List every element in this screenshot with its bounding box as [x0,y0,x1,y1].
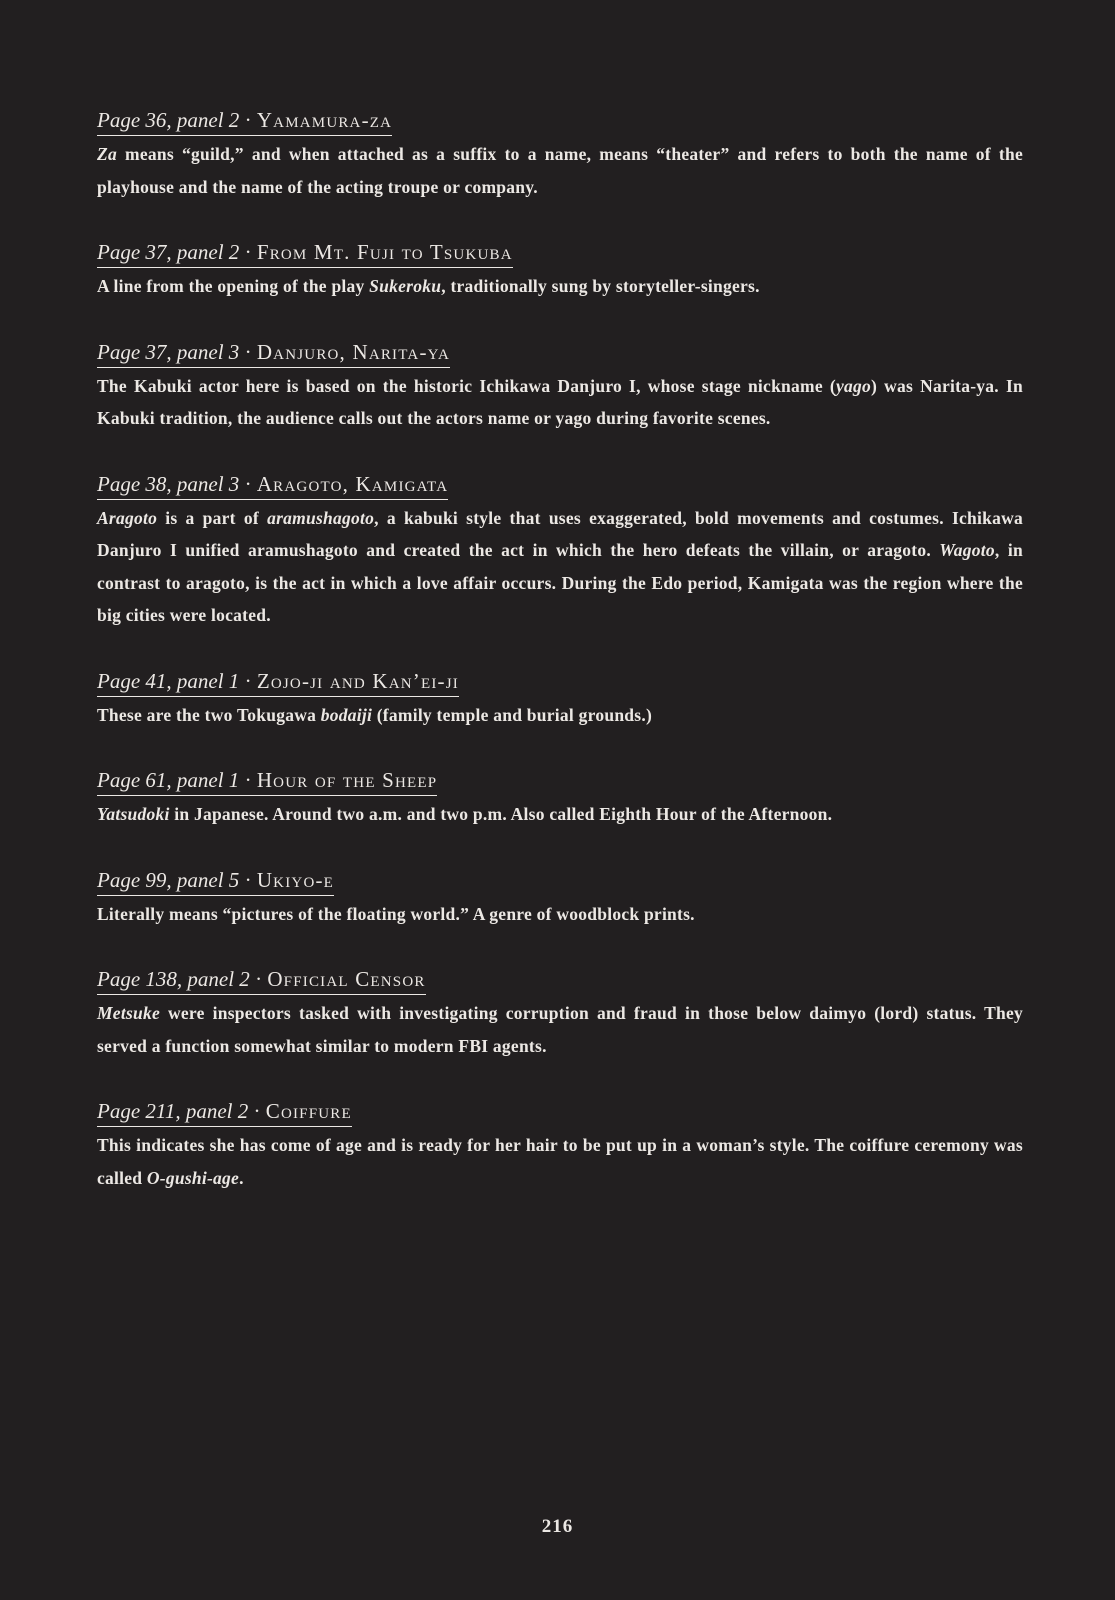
note-italic-term: Za [97,144,117,164]
note-entry [97,965,1023,1062]
heading-separator: · [239,668,257,693]
note-body [97,270,1023,303]
note-topic: Danjuro, Narita-ya [256,339,451,364]
note-text: in Japanese. Around two a.m. and two p.m. Also called Eighth Hour of the Afternoon. [169,804,833,824]
note-body [97,138,1023,203]
note-entry [97,238,1023,303]
note-topic: From Mt. Fuji to Tsukuba [256,240,513,264]
page-panel-reference: Page 36, panel 2 [97,108,240,132]
note-entry [97,766,1023,831]
page-panel-reference: Page 41, panel 1 [97,668,240,693]
note-body [97,898,1023,931]
note-topic: Yamamura-za [256,108,393,132]
note-heading [97,1097,352,1127]
note-italic-term: Metsuke [97,1003,160,1023]
note-text: The Kabuki actor here is based on the historic Ichikawa Danjuro I, whose stage nickname ( [97,375,836,396]
note-heading [97,338,450,368]
page-panel-reference: Page 38, panel 3 [97,471,240,496]
note-entry [97,470,1023,632]
note-text: means “guild,” and when attached as a suffix to a name, means “theater” and refers to both the name of the playhouse and the name of the acting troupe or company. [97,144,1023,197]
note-topic: Hour of the Sheep [256,768,438,792]
note-italic-term: Aragoto [97,507,158,528]
heading-separator: · [239,471,257,496]
note-text: is a part of [157,507,268,528]
note-heading [97,965,426,995]
note-body [97,997,1023,1062]
note-entry [97,338,1023,435]
note-text: . [239,1167,244,1188]
heading-separator: · [239,768,257,792]
note-entry [97,667,1023,732]
heading-separator: · [248,1099,266,1123]
page-panel-reference: Page 37, panel 3 [97,339,240,364]
note-topic: Aragoto, Kamigata [256,471,449,496]
page-panel-reference: Page 211, panel 2 [97,1099,249,1123]
heading-separator: · [239,339,257,364]
note-text: These are the two Tokugawa [97,704,321,725]
note-text: ) was Narita-ya. In Kabuki tradition, the audience calls out the actors name or yago during favorite scenes. [97,375,1023,428]
note-heading [97,106,392,136]
note-italic-term: yago [836,375,872,396]
note-italic-term: Sukeroku [369,276,442,296]
page-panel-reference: Page 99, panel 5 [97,867,240,892]
note-heading [97,470,448,500]
note-text: were inspectors tasked with investigating corruption and fraud in those below daimyo (lord) status. They served a function somewhat similar to modern FBI agents. [97,1003,1023,1056]
note-text: This indicates she has come of age and is ready for her hair to be put up in a woman’s style. The coiffure ceremony was called [97,1135,1023,1188]
note-body [97,699,1023,732]
note-topic: Official Censor [267,967,426,991]
note-italic-term: bodaiji [320,704,373,725]
note-text: , a kabuki style that uses exaggerated, bold movements and costumes. Ichikawa Danjuro I unified aramushagoto and created the act in which the hero defeats the villain, or aragoto. [97,507,1024,560]
note-entry [97,106,1023,203]
note-heading [97,238,513,268]
note-entry [97,1097,1023,1194]
translation-notes [97,106,1023,1229]
note-heading [97,866,334,896]
note-topic: Ukiyo-e [256,867,335,892]
note-italic-term: Wagoto [939,540,995,560]
page-panel-reference: Page 61, panel 1 [97,768,240,792]
note-italic-term: O-gushi-age [146,1167,240,1188]
heading-separator: · [239,108,257,132]
note-text: A line from the opening of the play [97,276,370,296]
note-text: (family temple and burial grounds.) [372,704,653,725]
note-body [97,370,1023,435]
page-number: 216 [541,1516,574,1537]
note-body [97,502,1023,632]
note-entry [97,866,1023,931]
note-text: , traditionally sung by storyteller-singers. [441,276,760,296]
note-text: , in contrast to aragoto, is the act in which a love affair occurs. During the Edo period, Kamigata was the region where the big cities were located. [97,540,1023,625]
note-italic-term: Yatsudoki [97,804,170,824]
note-heading [97,667,459,697]
note-topic: Zojo-ji and Kan’ei-ji [256,668,459,693]
note-body [97,798,1023,831]
note-italic-term: aramushagoto [267,507,375,528]
heading-separator: · [239,867,257,892]
page-panel-reference: Page 37, panel 2 [97,240,240,264]
heading-separator: · [249,967,268,991]
note-topic: Coiffure [265,1099,352,1123]
note-body [97,1129,1023,1194]
note-heading [97,766,437,796]
page-panel-reference: Page 138, panel 2 [97,967,250,991]
heading-separator: · [239,240,257,264]
note-text: Literally means “pictures of the floating world.” A genre of woodblock prints. [97,903,695,924]
